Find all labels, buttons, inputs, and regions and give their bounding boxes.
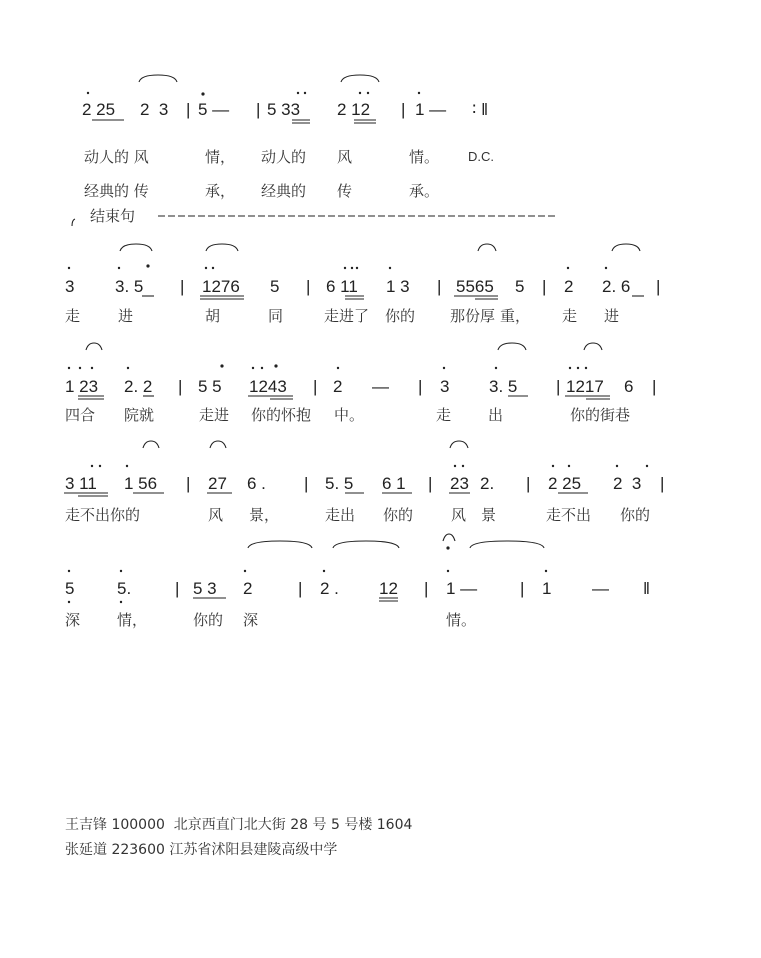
octave-dot [68, 367, 70, 369]
section-dashed-line [72, 219, 75, 226]
lyric: 承， [205, 182, 236, 200]
lyric: 院就 [124, 406, 155, 424]
lyric: 走进 [199, 406, 230, 424]
lyric: 深 [65, 611, 81, 629]
note-group: 12 [379, 579, 398, 598]
note-group: 5. [117, 579, 132, 598]
note-group: 5 [65, 579, 75, 598]
barline: | [298, 579, 303, 598]
lyric: 景 [481, 506, 497, 524]
lyric: 你的 [385, 307, 416, 325]
barline: | [313, 377, 318, 396]
octave-dot [323, 570, 325, 572]
barline: | [418, 377, 423, 396]
note-group: 1 23 [65, 377, 99, 396]
octave-dot [356, 267, 358, 269]
note-group: 1 — [415, 100, 447, 119]
note-group: — [372, 377, 389, 396]
octave-dot [205, 267, 207, 269]
final-barline: ‖ [643, 579, 651, 598]
barline: | [256, 100, 261, 119]
octave-dot [304, 92, 306, 94]
barline: | [526, 474, 531, 493]
octave-dot [495, 367, 497, 369]
note-group: 1 — [446, 579, 478, 598]
octave-dot [127, 367, 129, 369]
note-group: 1 3 [386, 277, 410, 296]
note-group: 2 25 [82, 100, 116, 119]
octave-dot [344, 267, 346, 269]
barline: | [186, 100, 191, 119]
lyric: 情。 [409, 148, 440, 166]
slur [139, 75, 177, 82]
slur [341, 75, 379, 82]
lyric: 风 [337, 148, 353, 166]
lyric: 同 [268, 307, 284, 325]
barline: | [306, 277, 311, 296]
note-group: 2 3 [140, 100, 169, 119]
lyric: 走出 [325, 506, 356, 524]
octave-dot [212, 267, 214, 269]
composer-address: 王吉锋 100000 北京西直门北大街 28 号 5 号楼 1604 [65, 817, 413, 833]
lyric: 你的 [620, 506, 651, 524]
octave-dot [146, 264, 149, 267]
note-group: 2 . [320, 579, 339, 598]
slur [498, 343, 526, 350]
lyric: 出 [488, 406, 504, 424]
octave-dot [389, 267, 391, 269]
slur [86, 343, 102, 350]
barline: | [424, 579, 429, 598]
lyric: 动人的 [261, 148, 307, 166]
note-group: 1 [542, 579, 552, 598]
slur [450, 441, 468, 448]
note-group: 3. 5 [115, 277, 144, 296]
note-group: 3 11 [65, 474, 97, 493]
octave-dot [446, 546, 449, 549]
note-group: 3. 5 [489, 377, 518, 396]
lyric: 走不出 [546, 506, 592, 524]
note-group: 5 — [198, 100, 230, 119]
lyric: 进 [118, 307, 134, 325]
octave-dot [120, 570, 122, 572]
lyric: 你的怀抱 [251, 406, 312, 424]
barline: | [556, 377, 561, 396]
octave-dot [87, 92, 89, 94]
octave-dot [120, 601, 122, 603]
octave-dot [585, 367, 587, 369]
note-group: 5 [515, 277, 525, 296]
slur [584, 343, 602, 350]
lyric: 传 [337, 182, 353, 200]
octave-dot [351, 267, 353, 269]
note-group: 6 [624, 377, 634, 396]
octave-dot [443, 367, 445, 369]
octave-dot [126, 465, 128, 467]
octave-dot [118, 267, 120, 269]
octave-dot [454, 465, 456, 467]
note-group: 5 [270, 277, 280, 296]
note-group: 2. 6 [602, 277, 631, 296]
lyric: 情， [205, 148, 236, 166]
barline: | [186, 474, 191, 493]
barline: | [428, 474, 433, 493]
note-group: 2. [480, 474, 495, 493]
octave-dot [91, 465, 93, 467]
octave-dot [261, 367, 263, 369]
barline: | [656, 277, 661, 296]
lyric: 你的街巷 [570, 406, 631, 424]
octave-dot [462, 465, 464, 467]
note-group: 2 [564, 277, 574, 296]
octave-dot [297, 92, 299, 94]
barline: | [542, 277, 547, 296]
lyric: 进 [604, 307, 620, 325]
slur [612, 244, 640, 251]
note-group: 5 3 [193, 579, 217, 598]
octave-dot [605, 267, 607, 269]
octave-dot [99, 465, 101, 467]
note-group: 6 . [247, 474, 266, 493]
octave-dot [252, 367, 254, 369]
slur [206, 244, 238, 251]
octave-dot [359, 92, 361, 94]
lyric: 情。 [446, 611, 477, 629]
note-group: 5565 [456, 277, 494, 296]
note-group: 5 5 [198, 377, 222, 396]
note-group: 3 [440, 377, 450, 396]
note-group: 2 25 [548, 474, 582, 493]
lyric: 中。 [334, 406, 365, 424]
lyric: 经典的 [261, 182, 307, 200]
lyric: 走 [65, 307, 81, 325]
note-group: 6 11 [326, 277, 358, 296]
note-group: 2 12 [337, 100, 371, 119]
slur [333, 541, 399, 548]
lyric: 走 [436, 406, 452, 424]
note-group: 6 1 [382, 474, 406, 493]
slur [478, 244, 496, 251]
lyric: 走进了 [324, 307, 370, 325]
note-group: 2. 2 [124, 377, 153, 396]
note-group: 1243 [249, 377, 287, 396]
lyric: 你的 [383, 506, 414, 524]
slur [210, 441, 226, 448]
octave-dot [646, 465, 648, 467]
note-group: 3 [65, 277, 75, 296]
octave-dot [68, 570, 70, 572]
barline: | [652, 377, 657, 396]
lyricist-address: 张延道 223600 江苏省沭阳县建陵高级中学 [65, 842, 338, 858]
octave-dot [201, 92, 204, 95]
note-group: 1 56 [124, 474, 158, 493]
lyric: 动人的 风 [84, 148, 149, 166]
octave-dot [68, 267, 70, 269]
barline: | [178, 377, 183, 396]
barline: | [401, 100, 406, 119]
octave-dot [79, 367, 81, 369]
lyric: 重， [500, 307, 531, 325]
note-group: 2 3 [613, 474, 642, 493]
octave-dot [91, 367, 93, 369]
octave-dot [552, 465, 554, 467]
note-group: 1276 [202, 277, 240, 296]
slur [120, 244, 152, 251]
slur [470, 541, 544, 548]
octave-dot [447, 570, 449, 572]
section-label: 结束句 [90, 207, 136, 225]
lyric: 景， [249, 506, 280, 524]
barline: | [520, 579, 525, 598]
octave-dot [367, 92, 369, 94]
note-group: 1217 [566, 377, 604, 396]
lyric: 四合 [65, 406, 96, 424]
barline: | [660, 474, 665, 493]
lyric: 深 [243, 611, 259, 629]
lyric: 你的 [193, 611, 224, 629]
lyric: 情， [117, 611, 148, 629]
slur [143, 441, 159, 448]
octave-dot [68, 601, 70, 603]
lyric: 走 [562, 307, 578, 325]
octave-dot [545, 570, 547, 572]
octave-dot [418, 92, 420, 94]
lyric: 经典的 传 [84, 182, 149, 200]
barline: | [175, 579, 180, 598]
octave-dot [569, 367, 571, 369]
note-group: 2 [243, 579, 253, 598]
barline: | [304, 474, 309, 493]
octave-dot [274, 364, 277, 367]
barline: | [437, 277, 442, 296]
octave-dot [337, 367, 339, 369]
octave-dot [567, 267, 569, 269]
lyric: 风 [208, 506, 224, 524]
slur [248, 541, 312, 548]
lyric: 胡 [205, 307, 221, 325]
lyric: 风 [451, 506, 467, 524]
lyric: 走不出你的 [65, 506, 141, 524]
note-group: 5 33 [267, 100, 301, 119]
octave-dot [577, 367, 579, 369]
octave-dot [616, 465, 618, 467]
note-group: — [592, 579, 609, 598]
note-group: 2 [333, 377, 343, 396]
octave-dot [244, 570, 246, 572]
note-group: 5. 5 [325, 474, 354, 493]
octave-dot [568, 465, 570, 467]
da-capo-mark: D.C. [468, 149, 494, 164]
barline: | [180, 277, 185, 296]
lyric: 承。 [409, 182, 440, 200]
repeat-end-sign: ∶ ‖ [472, 100, 489, 119]
slur [443, 534, 455, 541]
lyric: 那份厚 [450, 307, 496, 325]
note-group: 27 [208, 474, 227, 493]
note-group: 23 [450, 474, 469, 493]
octave-dot [220, 364, 223, 367]
